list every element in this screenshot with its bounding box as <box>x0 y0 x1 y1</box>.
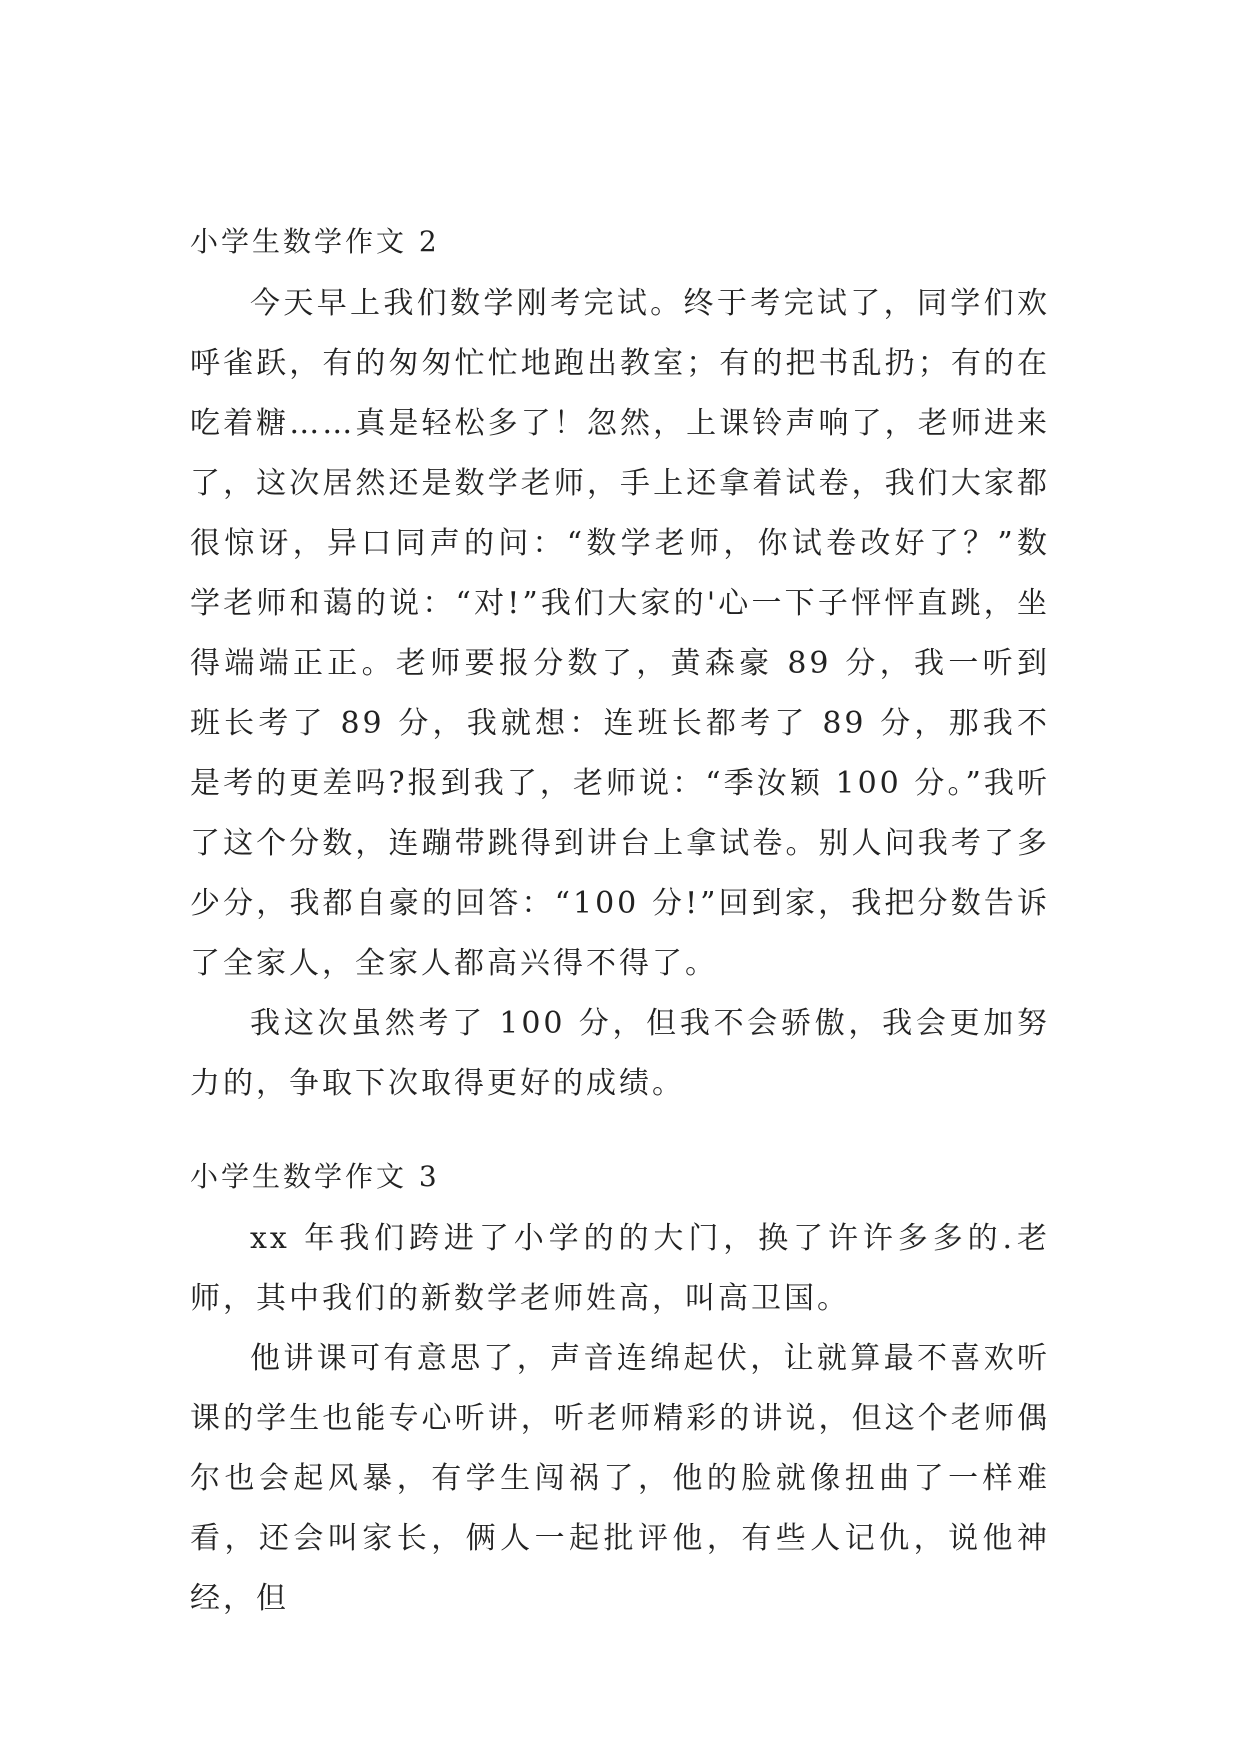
paragraph: 我这次虽然考了 100 分，但我不会骄傲，我会更加努力的，争取下次取得更好的成绩。 <box>190 1006 1050 1101</box>
document-page <box>190 0 1050 1754</box>
paragraph: 今天早上我们数学刚考完试。终于考完试了，同学们欢呼雀跃，有的匆匆忙忙地跑出教室；有的把书乱扔；有的在吃着糖……真是轻松多了！忽然，上课铃声响了，老师进来了，这次居然还是数学老师，手上还拿着试卷，我们大家都很惊讶，异口同声的问：“数学老师，你试卷改好了？”数学老师和蔼的说：“对!”我们大家的'心一下子怦怦直跳，坐得端端正正。老师要报分数了，黄森豪 89 分，我一听到班长考了 89 分，我就想：连班长都考了 89 分，那我不是考的更差吗?报到我了，老师说：“季汝颖 100 分。”我听了这个分数，连蹦带跳得到讲台上拿试卷。别人问我考了多少分，我都自豪的回答：“100 分!”回到家，我把分数告诉了全家人，全家人都高兴得不得了。 <box>190 286 1050 981</box>
essay-section-2 <box>190 222 1050 1114</box>
paragraph: 他讲课可有意思了，声音连绵起伏，让就算最不喜欢听课的学生也能专心听讲，听老师精彩的讲说，但这个老师偶尔也会起风暴，有学生闯祸了，他的脸就像扭曲了一样难看，还会叫家长，俩人一起批评他，有些人记仇，说他神经，但 <box>190 1341 1050 1616</box>
section-heading: 小学生数学作文 3 <box>190 1160 440 1193</box>
essay-section-3 <box>190 1157 1050 1629</box>
section-heading: 小学生数学作文 2 <box>190 225 440 258</box>
paragraph: xx 年我们跨进了小学的的大门，换了许许多多的.老师，其中我们的新数学老师姓高，叫高卫国。 <box>190 1221 1050 1316</box>
